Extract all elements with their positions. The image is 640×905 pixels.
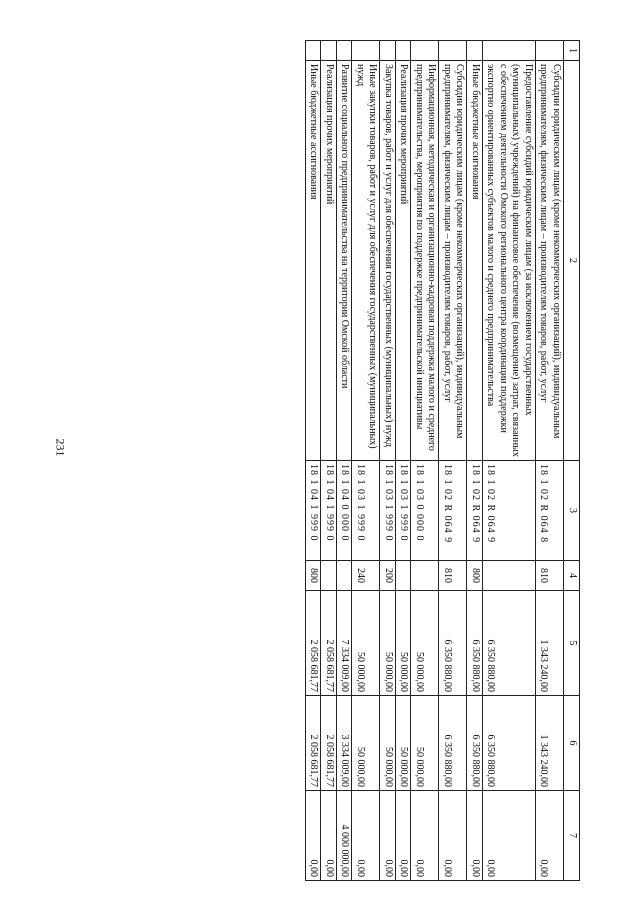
table-row [396, 41, 412, 881]
item-name-cell: Иные бюджетные ассигнования [467, 61, 483, 461]
header-cell: 3 [564, 461, 580, 561]
target-code-cell: 18 1 04 0 000 0 [337, 461, 353, 561]
expense-type-cell: 200 [380, 561, 396, 591]
amount-col5-cell: 2 058 681,77 [306, 591, 322, 696]
amount-col5-cell: 50 000,00 [380, 591, 396, 696]
expense-type-cell: 810 [536, 561, 564, 591]
amount-col7-cell: 4 000 000,00 [337, 791, 353, 881]
amount-col6-cell: 3 334 009,00 [337, 696, 353, 791]
target-code-cell: 18 1 04 1 999 0 [321, 461, 337, 561]
expense-type-cell [411, 561, 439, 591]
row-index-cell [411, 41, 439, 61]
row-index-cell [483, 41, 536, 61]
row-index-cell [352, 41, 380, 61]
amount-col7-cell: 0,00 [411, 791, 439, 881]
row-index-cell [306, 41, 322, 61]
item-name-cell: Закупка товаров, работ и услуг для обеспечения государственных (муниципальных) нужд [380, 61, 396, 461]
amount-col6-cell: 50 000,00 [380, 696, 396, 791]
row-index-cell [380, 41, 396, 61]
table-row [321, 41, 337, 881]
table-row [467, 41, 483, 881]
expense-type-cell: 800 [467, 561, 483, 591]
item-name-cell: Реализация прочих мероприятий [321, 61, 337, 461]
table-row [337, 41, 353, 881]
table-row [352, 41, 380, 881]
amount-col5-cell: 50 000,00 [352, 591, 380, 696]
amount-col6-cell: 6 350 880,00 [467, 696, 483, 791]
amount-col5-cell: 2 058 681,77 [321, 591, 337, 696]
amount-col7-cell: 0,00 [396, 791, 412, 881]
amount-col7-cell: 0,00 [439, 791, 467, 881]
header-cell: 6 [564, 696, 580, 791]
table-row [380, 41, 396, 881]
row-index-cell [396, 41, 412, 61]
target-code-cell: 18 1 02 R 064 9 [439, 461, 467, 561]
amount-col7-cell: 0,00 [352, 791, 380, 881]
amount-col7-cell: 0,00 [306, 791, 322, 881]
expense-type-cell: 240 [352, 561, 380, 591]
header-cell: 1 [564, 41, 580, 61]
row-index-cell [467, 41, 483, 61]
target-code-cell: 18 1 02 R 064 9 [467, 461, 483, 561]
target-code-cell: 18 1 03 0 000 0 [411, 461, 439, 561]
expense-type-cell [337, 561, 353, 591]
amount-col7-cell: 0,00 [483, 791, 536, 881]
target-code-cell: 18 1 04 1 999 0 [306, 461, 322, 561]
amount-col5-cell: 7 334 009,00 [337, 591, 353, 696]
target-code-cell: 18 1 03 1 999 0 [380, 461, 396, 561]
header-row [564, 41, 580, 881]
amount-col5-cell: 6 350 880,00 [467, 591, 483, 696]
row-index-cell [536, 41, 564, 61]
budget-table [305, 40, 580, 881]
target-code-cell: 18 1 02 R 064 9 [483, 461, 536, 561]
table-row [306, 41, 322, 881]
table-row [536, 41, 564, 881]
amount-col7-cell: 0,00 [467, 791, 483, 881]
amount-col6-cell: 6 350 880,00 [439, 696, 467, 791]
amount-col5-cell: 50 000,00 [396, 591, 412, 696]
landscape-canvas [80, 40, 580, 880]
table-rotated-frame [80, 40, 580, 880]
amount-col5-cell: 50 000,00 [411, 591, 439, 696]
table-row [483, 41, 536, 881]
row-index-cell [337, 41, 353, 61]
amount-col6-cell: 2 058 681,77 [321, 696, 337, 791]
item-name-cell: Развитие социального предпринимательства на территории Омской области [337, 61, 353, 461]
expense-type-cell [321, 561, 337, 591]
amount-col6-cell: 50 000,00 [411, 696, 439, 791]
amount-col6-cell: 50 000,00 [396, 696, 412, 791]
amount-col5-cell: 1 343 240,00 [536, 591, 564, 696]
amount-col5-cell: 6 350 880,00 [483, 591, 536, 696]
item-name-cell: Предоставление субсидий юридическим лицам (за исключением государственных (муниципальных) учреждений) на финансовое обеспечение (возмещение) затрат, связанных с обеспечением деятельности Омского регионального центра координации поддержки экспортно ориентированных субъектов малого и среднего предпринимательства [483, 61, 536, 461]
expense-type-cell [483, 561, 536, 591]
amount-col7-cell: 0,00 [321, 791, 337, 881]
item-name-cell: Субсидии юридическим лицам (кроме некоммерческих организаций), индивидуальным предпринимателям, физическим лицам – производителям товаров, работ, услуг [536, 61, 564, 461]
item-name-cell: Субсидии юридическим лицам (кроме некоммерческих организаций), индивидуальным предпринимателям, физическим лицам – производителям товаров, работ, услуг [439, 61, 467, 461]
header-cell: 4 [564, 561, 580, 591]
amount-col6-cell: 2 058 681,77 [306, 696, 322, 791]
amount-col6-cell: 1 343 240,00 [536, 696, 564, 791]
target-code-cell: 18 1 03 1 999 0 [396, 461, 412, 561]
row-index-cell [439, 41, 467, 61]
target-code-cell: 18 1 03 1 999 0 [352, 461, 380, 561]
item-name-cell: Реализация прочих мероприятий [396, 61, 412, 461]
amount-col7-cell: 0,00 [536, 791, 564, 881]
row-index-cell [321, 41, 337, 61]
header-cell: 2 [564, 61, 580, 461]
amount-col7-cell: 0,00 [380, 791, 396, 881]
amount-col6-cell: 50 000,00 [352, 696, 380, 791]
item-name-cell: Иные закупки товаров, работ и услуг для обеспечения государственных (муниципальных) нужд [352, 61, 380, 461]
item-name-cell: Информационная, методическая и организационно-кадровая поддержка малого и среднего предпринимательства, мероприятия по поддержке предпринимательской инициативы [411, 61, 439, 461]
amount-col6-cell: 6 350 880,00 [483, 696, 536, 791]
table-row [439, 41, 467, 881]
target-code-cell: 18 1 02 R 064 8 [536, 461, 564, 561]
page-number: 231 [53, 438, 68, 457]
table-row [411, 41, 439, 881]
expense-type-cell: 810 [439, 561, 467, 591]
header-cell: 7 [564, 791, 580, 881]
header-cell: 5 [564, 591, 580, 696]
item-name-cell: Иные бюджетные ассигнования [306, 61, 322, 461]
expense-type-cell [396, 561, 412, 591]
amount-col5-cell: 6 350 880,00 [439, 591, 467, 696]
expense-type-cell: 800 [306, 561, 322, 591]
